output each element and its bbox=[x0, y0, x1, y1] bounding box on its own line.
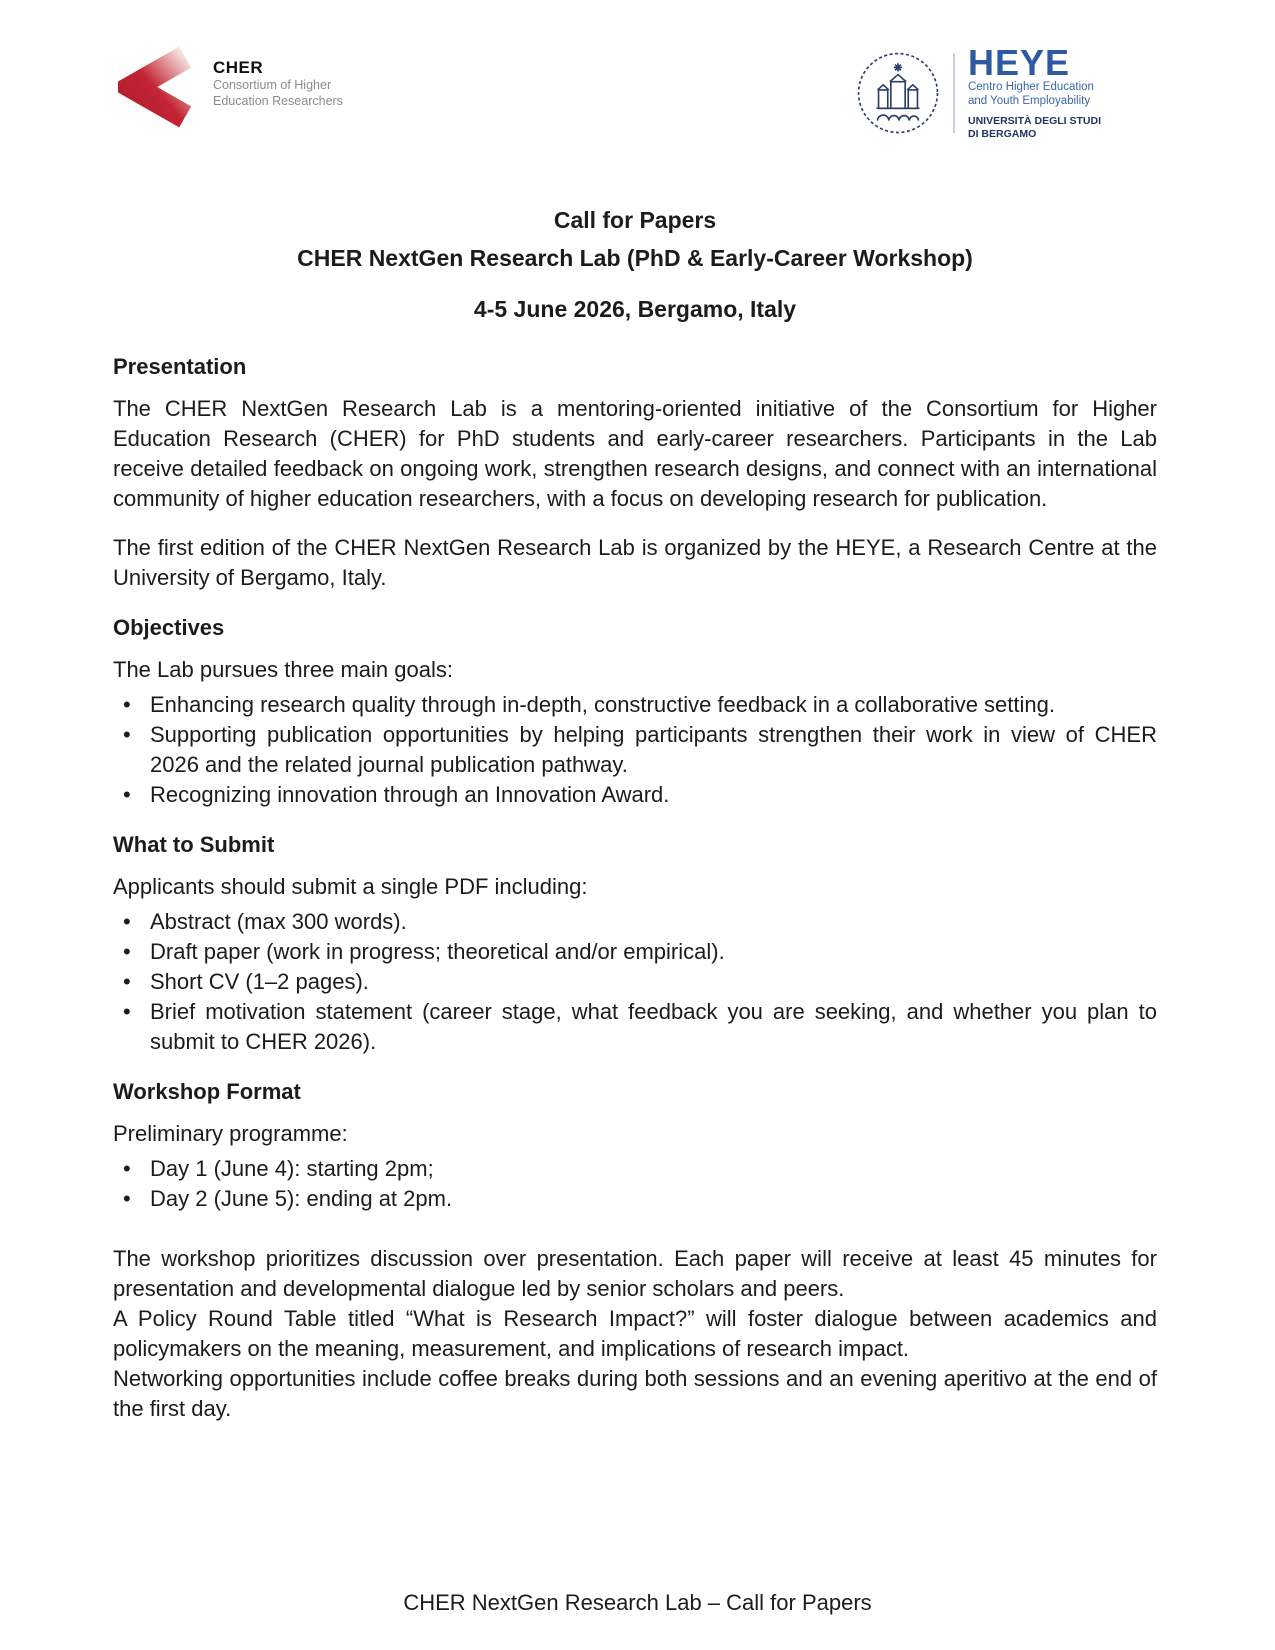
bullet-marker: • bbox=[123, 692, 131, 717]
bullet-marker: • bbox=[123, 999, 131, 1024]
document-title-line3: 4-5 June 2026, Bergamo, Italy bbox=[473, 296, 797, 322]
body-paragraph: The first edition of the CHER NextGen Research Lab is organized by the HEYE, a Research Centre at the University of Bergamo, Italy. bbox=[113, 535, 1157, 590]
bullet-marker: • bbox=[123, 1156, 131, 1181]
logo-divider bbox=[953, 53, 955, 133]
section-intro: The Lab pursues three main goals: bbox=[113, 657, 453, 682]
section-heading-workshop-format: Workshop Format bbox=[113, 1079, 301, 1104]
bullet-item bbox=[113, 937, 1157, 967]
heye-logo-subtitle: and Youth Employability bbox=[967, 94, 1091, 107]
bullet-item bbox=[113, 997, 1157, 1057]
body-paragraph: Networking opportunities include coffee breaks during both sessions and an evening aperitivo at the end of the first day. bbox=[113, 1366, 1157, 1421]
heye-logo-name: HEYE bbox=[967, 42, 1071, 83]
cher-logo-mark-icon bbox=[118, 45, 202, 129]
document-title-line2: CHER NextGen Research Lab (PhD & Early-Career Workshop) bbox=[297, 245, 973, 271]
section-heading-presentation: Presentation bbox=[113, 354, 247, 379]
bergamo-university-seal-icon bbox=[856, 51, 940, 135]
bullet-marker: • bbox=[123, 782, 131, 807]
body-paragraph: A Policy Round Table titled “What is Research Impact?” will foster dialogue between academics and policymakers on the meaning, measurement, and implications of research impact. bbox=[113, 1306, 1157, 1361]
bullet-marker: • bbox=[123, 722, 131, 747]
cher-logo bbox=[118, 45, 343, 129]
section-heading-what-to-submit: What to Submit bbox=[113, 832, 275, 857]
section-heading-objectives: Objectives bbox=[113, 615, 225, 640]
objectives-bullet-list bbox=[113, 690, 1157, 810]
bullet-text: Day 2 (June 5): ending at 2pm. bbox=[150, 1186, 453, 1211]
submit-bullet-list bbox=[113, 907, 1157, 1057]
bullet-marker: • bbox=[123, 939, 131, 964]
section-intro: Applicants should submit a single PDF including: bbox=[113, 874, 588, 899]
section-what-to-submit bbox=[113, 830, 1157, 1057]
format-bullet-list bbox=[113, 1154, 1157, 1214]
body-paragraph: The workshop prioritizes discussion over presentation. Each paper will receive at least 45 minutes for presentation and developmental dialogue led by senior scholars and peers. bbox=[113, 1246, 1157, 1301]
cher-logo-text bbox=[213, 45, 343, 129]
header bbox=[113, 42, 1157, 140]
document-title-line1: Call for Papers bbox=[553, 207, 717, 233]
section-objectives bbox=[113, 613, 1157, 810]
bullet-text: Abstract (max 300 words). bbox=[150, 909, 407, 934]
bullet-item bbox=[113, 1184, 1157, 1214]
section-intro: Preliminary programme: bbox=[113, 1121, 348, 1146]
section-presentation bbox=[113, 352, 1157, 593]
bullet-text: Brief motivation statement (career stage, what feedback you are seeking, and whether you plan to submit to CHER 2026). bbox=[150, 999, 1157, 1054]
bullet-item bbox=[113, 690, 1157, 720]
cher-logo-name: CHER bbox=[213, 58, 264, 77]
bullet-item bbox=[113, 967, 1157, 997]
bullet-text: Enhancing research quality through in-depth, constructive feedback in a collaborative setting. bbox=[150, 692, 1055, 717]
bullet-item bbox=[113, 907, 1157, 937]
format-paragraphs bbox=[113, 1244, 1157, 1424]
title-block bbox=[113, 208, 1157, 321]
cher-logo-subtitle: Consortium of Higher bbox=[213, 78, 332, 92]
bullet-item bbox=[113, 780, 1157, 810]
heye-university-name: DI BERGAMO bbox=[967, 128, 1037, 140]
bullet-marker: • bbox=[123, 909, 131, 934]
heye-logo bbox=[856, 42, 1101, 141]
heye-logo-text bbox=[967, 42, 1101, 141]
heye-university-name: UNIVERSITÀ DEGLI STUDI bbox=[967, 115, 1101, 127]
bullet-marker: • bbox=[123, 969, 131, 994]
heye-logo-subtitle: Centro Higher Education bbox=[967, 81, 1094, 93]
bullet-text: Day 1 (June 4): starting 2pm; bbox=[150, 1156, 434, 1181]
body-paragraph: The CHER NextGen Research Lab is a mentoring-oriented initiative of the Consortium for Higher Education Research (CHER) for PhD students and early-career researchers. Participants in the Lab receive detailed feedback on ongoing work, strengthen research designs, and connect with an international community of higher education researchers, with a focus on developing research for publication. bbox=[113, 396, 1157, 511]
cher-logo-subtitle: Education Researchers bbox=[213, 94, 343, 108]
page-footer: CHER NextGen Research Lab – Call for Papers bbox=[403, 1590, 872, 1615]
bullet-text: Supporting publication opportunities by helping participants strengthen their work in view of CHER 2026 and the related journal publication pathway. bbox=[150, 722, 1157, 777]
bullet-text: Recognizing innovation through an Innovation Award. bbox=[150, 782, 670, 807]
bullet-marker: • bbox=[123, 1186, 131, 1211]
bullet-item bbox=[113, 720, 1157, 780]
section-workshop-format bbox=[113, 1077, 1157, 1424]
bullet-text: Short CV (1–2 pages). bbox=[150, 969, 369, 994]
bullet-text: Draft paper (work in progress; theoretical and/or empirical). bbox=[150, 939, 725, 964]
bullet-item bbox=[113, 1154, 1157, 1184]
